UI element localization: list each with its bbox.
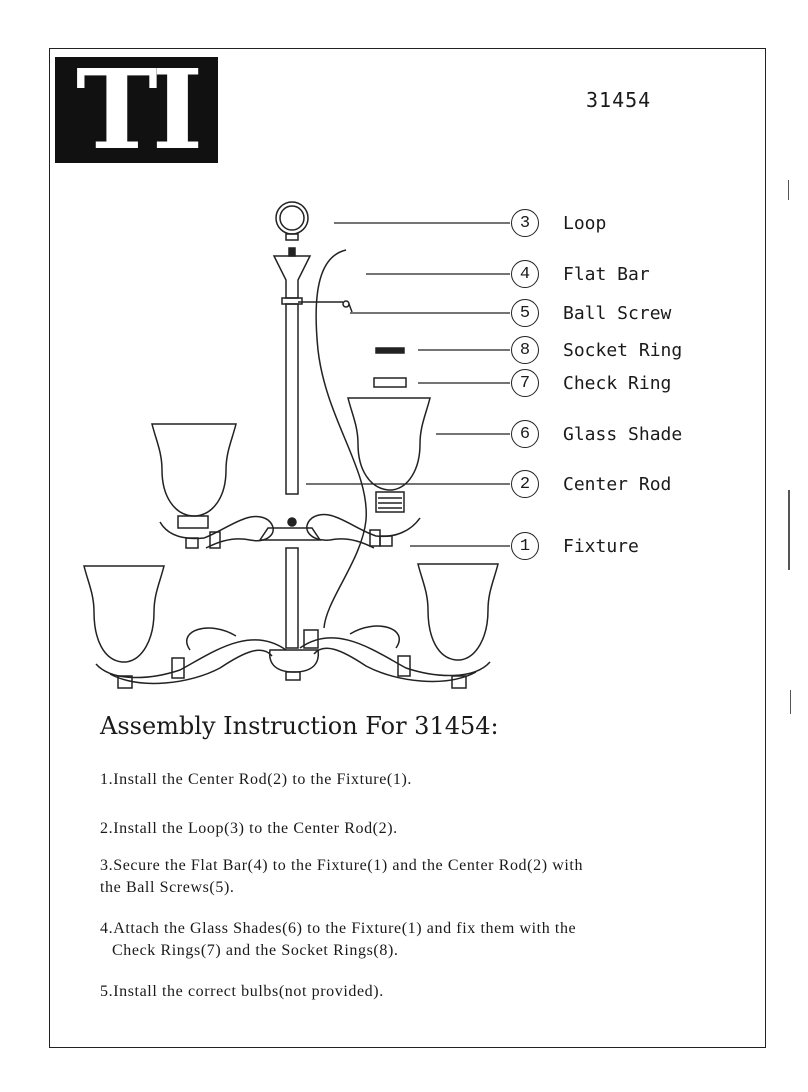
part-label: Socket Ring xyxy=(563,339,683,361)
part-label: Fixture xyxy=(563,535,639,557)
center-rod-part xyxy=(286,304,298,494)
instructions-title: Assembly Instruction For 31454: xyxy=(100,712,499,740)
step-text: 5.Install the correct bulbs(not provided). xyxy=(100,983,384,1000)
callout-socket-ring xyxy=(511,335,682,365)
part-number-badge: 3 xyxy=(511,209,539,237)
part-label: Loop xyxy=(563,212,607,234)
brand-logo: TI xyxy=(55,57,218,163)
instruction-step xyxy=(100,855,750,899)
step-text: 4.Attach the Glass Shades(6) to the Fixture(1) and fix them with the xyxy=(100,920,577,937)
glass-shade-upper-left xyxy=(152,424,236,528)
callout-flat-bar xyxy=(511,259,650,289)
model-number: 31454 xyxy=(586,88,652,112)
instruction-step xyxy=(100,981,750,1003)
instruction-step xyxy=(100,918,750,962)
leader-lines xyxy=(306,223,510,546)
scan-mark xyxy=(788,490,790,570)
callout-glass-shade xyxy=(511,419,682,449)
part-number-badge: 1 xyxy=(511,532,539,560)
scan-mark xyxy=(790,690,791,714)
callout-fixture xyxy=(511,531,639,561)
glass-shade-lower-right xyxy=(418,564,498,688)
callout-ball-screw xyxy=(511,298,671,328)
step-text: 3.Secure the Flat Bar(4) to the Fixture(1) and the Center Rod(2) with xyxy=(100,857,584,874)
part-number-badge: 5 xyxy=(511,299,539,327)
part-label: Glass Shade xyxy=(563,423,683,445)
loop-part xyxy=(276,202,308,240)
ball-screw-part xyxy=(298,301,352,312)
instruction-step xyxy=(100,818,750,840)
part-label: Center Rod xyxy=(563,473,672,495)
flat-bar-wire xyxy=(316,250,366,628)
callout-check-ring xyxy=(511,368,671,398)
callout-loop xyxy=(511,208,606,238)
step-text-continued: Check Rings(7) and the Socket Rings(8). xyxy=(112,942,399,959)
part-number-badge: 2 xyxy=(511,470,539,498)
socket-ring-part xyxy=(376,348,404,353)
callout-center-rod xyxy=(511,469,671,499)
step-text: 1.Install the Center Rod(2) to the Fixture(1). xyxy=(100,771,412,788)
glass-shade-center xyxy=(348,398,430,512)
step-text-continued: the Ball Screws(5). xyxy=(100,879,235,896)
part-number-badge: 7 xyxy=(511,369,539,397)
scan-mark xyxy=(788,180,789,200)
instruction-step xyxy=(100,769,750,791)
step-text: 2.Install the Loop(3) to the Center Rod(2). xyxy=(100,820,398,837)
fixture-center-column xyxy=(270,548,319,680)
part-label: Check Ring xyxy=(563,372,672,394)
part-label: Flat Bar xyxy=(563,263,650,285)
canopy-part xyxy=(274,248,310,304)
check-ring-part xyxy=(374,378,406,387)
part-number-badge: 8 xyxy=(511,336,539,364)
part-label: Ball Screw xyxy=(563,302,672,324)
glass-shade-lower-left xyxy=(84,566,164,688)
part-number-badge: 4 xyxy=(511,260,539,288)
fixture-upper-arms xyxy=(160,514,420,548)
part-number-badge: 6 xyxy=(511,420,539,448)
